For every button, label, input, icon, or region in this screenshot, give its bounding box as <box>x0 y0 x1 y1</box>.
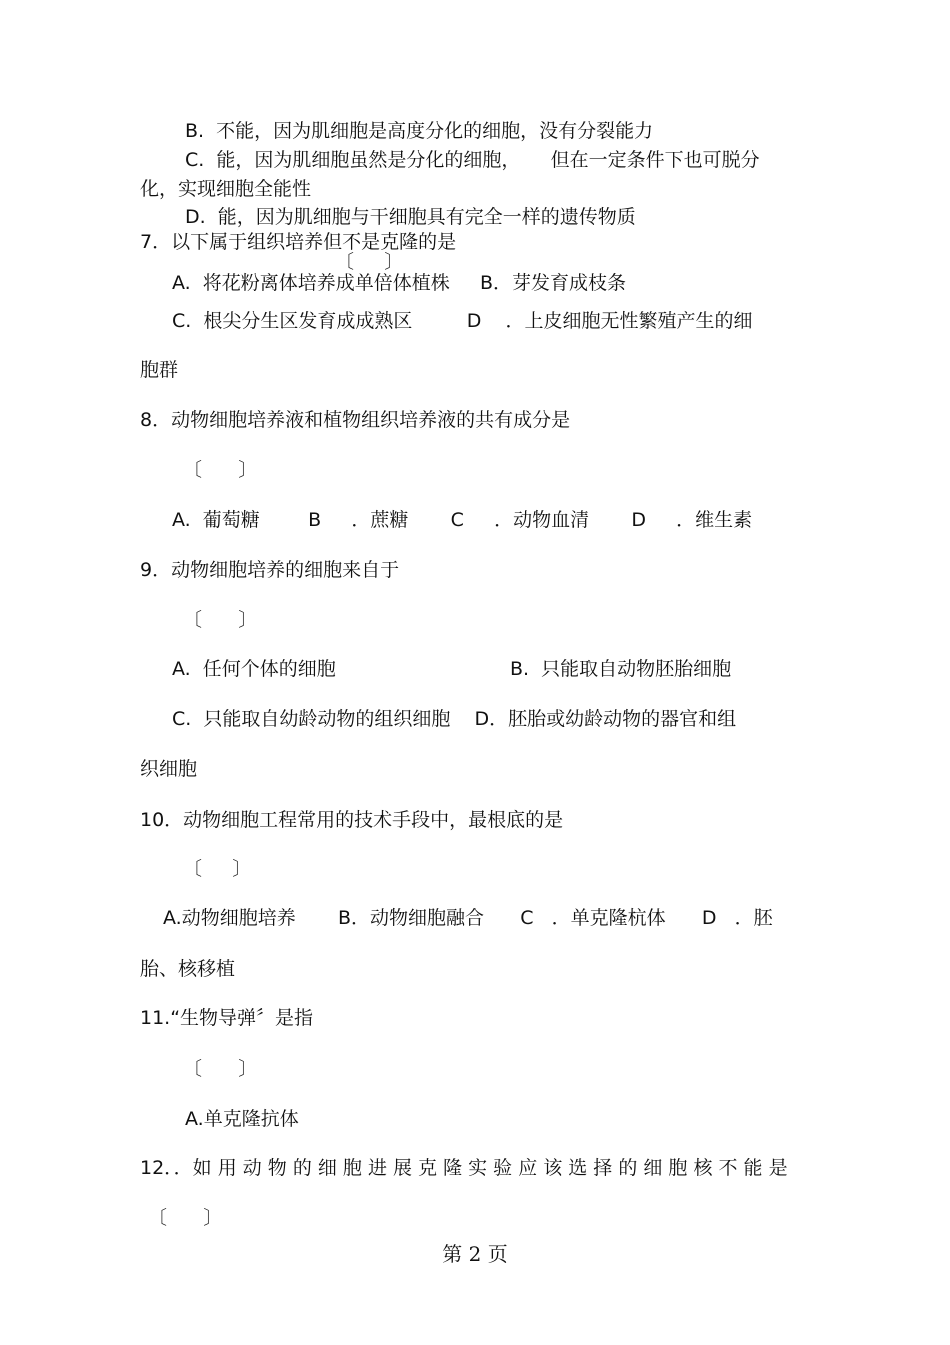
q6-option-b: B. 不能，因为肌细胞是高度分化的细胞，没有分裂能力 <box>185 120 654 142</box>
question-11: 11.“生物导弹〞是指 <box>140 1007 314 1029</box>
q10-options: A.动物细胞培养 B．动物细胞融合 C ．单克隆杭体 D ．胚 <box>163 907 773 929</box>
q8-options: A. 葡萄糖 B ．蔗糖 C ．动物血清 D ．维生素 <box>172 509 753 531</box>
question-10: 10．动物细胞工程常用的技术手段中，最根底的是 <box>140 809 564 831</box>
q8-answer-bracket: 〔 〕 <box>183 459 258 481</box>
q11-answer-bracket: 〔 〕 <box>183 1058 258 1080</box>
q10-answer-bracket: 〔 〕 <box>183 858 252 880</box>
question-8: 8．动物细胞培养液和植物组织培养液的共有成分是 <box>140 409 571 431</box>
q9-option-d-cont: 织细胞 <box>140 758 198 780</box>
q7-answer-bracket: 〔 〕 <box>335 251 404 273</box>
q12-answer-bracket: 〔 〕 <box>148 1207 223 1229</box>
q11-option-a: A.单克隆抗体 <box>185 1108 299 1130</box>
q7-options-cd: C. 根尖分生区发育成成熟区 D ．上皮细胞无性繁殖产生的细 <box>172 310 753 332</box>
q7-options-ab: A. 将花粉离体培养成单倍体植株 B．芽发育成枝条 <box>172 272 627 294</box>
q6-option-c: C. 能，因为肌细胞虽然是分化的细胞， 但在一定条件下也可脱分 <box>185 149 760 171</box>
q9-options-cd: C. 只能取自幼龄动物的组织细胞 D．胚胎或幼龄动物的器官和组 <box>172 708 737 730</box>
q10-option-d-cont: 胎、核移植 <box>140 958 236 980</box>
q6-option-c-cont: 化，实现细胞全能性 <box>140 178 312 200</box>
q9-option-b: B. 只能取自动物胚胎细胞 <box>510 658 732 680</box>
q9-answer-bracket: 〔 〕 <box>183 609 258 631</box>
q7-option-d-cont: 胞群 <box>140 359 179 381</box>
page-number: 第 2 页 <box>442 1242 508 1266</box>
q9-option-a: A. 任何个体的细胞 <box>172 658 336 680</box>
q6-option-d: D. 能，因为肌细胞与干细胞具有完全一样的遗传物质 <box>185 206 636 228</box>
question-12: 12．．如 用 动 物 的 细 胞 进 展 克 隆 实 验 应 该 选 择 的 细 胞 核 不 能 是 <box>140 1157 788 1179</box>
question-9: 9．动物细胞培养的细胞来自于 <box>140 559 400 581</box>
question-7: 7．以下属于组织培养但不是克隆的是 <box>140 231 457 253</box>
